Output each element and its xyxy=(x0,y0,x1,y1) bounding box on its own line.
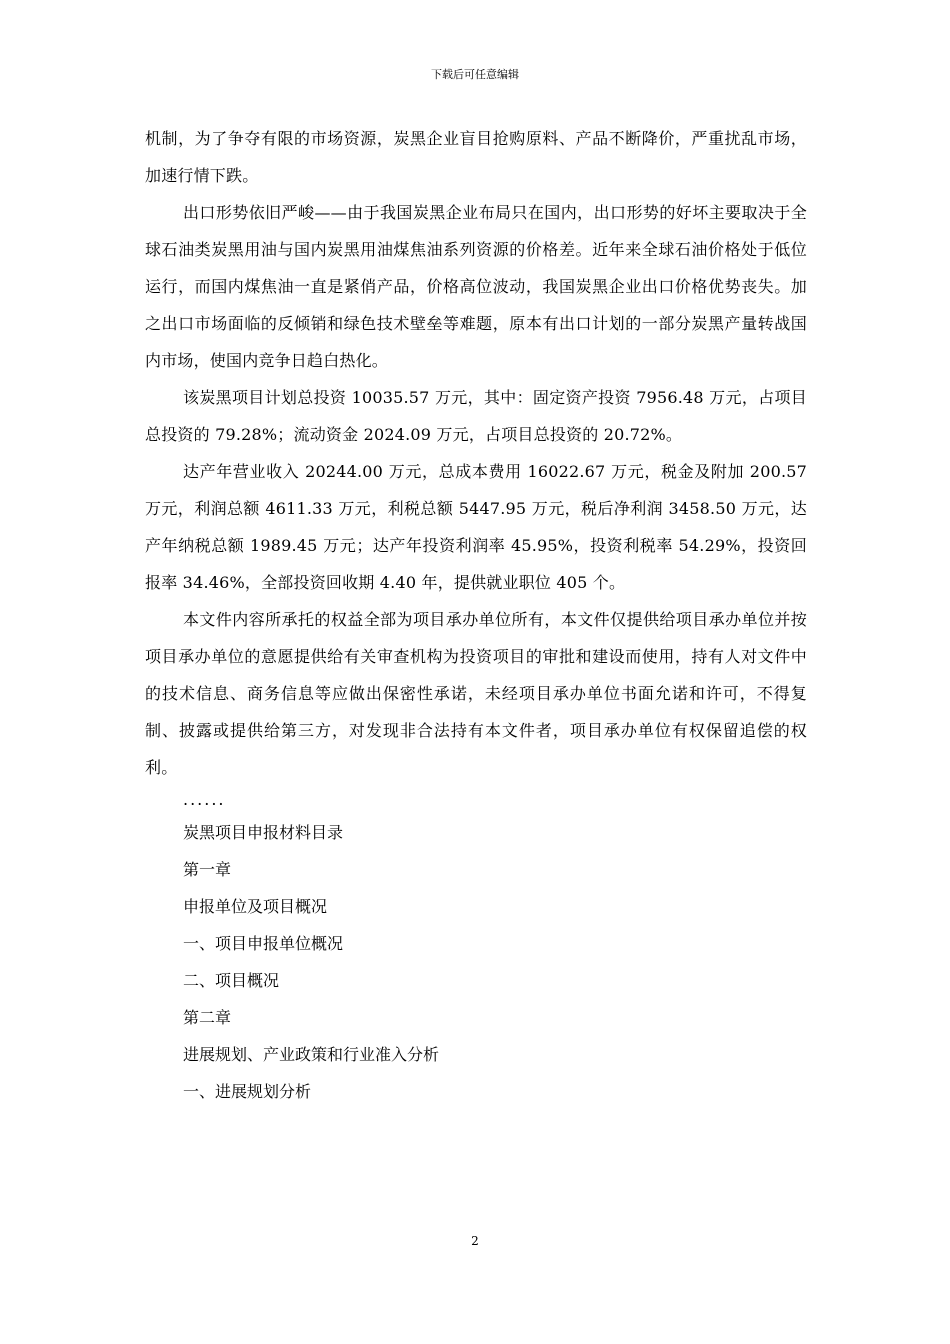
toc-chapter-1: 第一章 xyxy=(183,860,232,879)
paragraph-total-investment: 该炭黑项目计划总投资 10035.57 万元，其中：固定资产投资 7956.48 万元，占项目总投资的 79.28%；流动资金 2024.09 万元，占项目总投资的 20.72%。 xyxy=(145,388,807,444)
paragraph-revenue-figures: 达产年营业收入 20244.00 万元，总成本费用 16022.67 万元，税金及附加 200.57 万元，利润总额 4611.33 万元，利税总额 5447.95 万元，税后净利润 3458.50 万元，达产年纳税总额 1989.45 万元；达产年投资利润率 45.95%，投资利税率 54.29%，投资回报率 34.46%，全部投资回收期 4.40 年，提供就业职位 405 个。 xyxy=(145,462,807,592)
page-header: 下载后可任意编辑 xyxy=(431,68,519,81)
paragraph-confidentiality: 本文件内容所承托的权益全部为项目承办单位所有，本文件仅提供给项目承办单位并按项目承办单位的意愿提供给有关审查机构为投资项目的审批和建设而使用，持有人对文件中的技术信息、商务信息等应做出保密性承诺，未经项目承办单位书面允诺和许可，不得复制、披露或提供给第三方，对发现非合法持有本文件者，项目承办单位有权保留追偿的权利。 xyxy=(145,610,807,777)
paragraph-export-situation: 出口形势依旧严峻——由于我国炭黑企业布局只在国内，出口形势的好坏主要取决于全球石油类炭黑用油与国内炭黑用油煤焦油系列资源的价格差。近年来全球石油价格处于低位运行，而国内煤焦油一直是紧俏产品，价格高位波动，我国炭黑企业出口价格优势丧失。加之出口市场面临的反倾销和绿色技术壁垒等难题，原本有出口计划的一部分炭黑产量转战国内市场，使国内竞争日趋白热化。 xyxy=(145,203,807,370)
toc-section-2-1: 一、进展规划分析 xyxy=(183,1082,312,1101)
toc-section-1-1: 一、项目申报单位概况 xyxy=(183,934,344,953)
toc-chapter-2-title: 进展规划、产业政策和行业准入分析 xyxy=(183,1045,440,1064)
page-number: 2 xyxy=(471,1234,479,1248)
paragraph-continuation: 机制，为了争夺有限的市场资源，炭黑企业盲目抢购原料、产品不断降价，严重扰乱市场，加速行情下跌。 xyxy=(145,129,807,185)
toc-section-1-2: 二、项目概况 xyxy=(183,971,280,990)
toc-chapter-1-title: 申报单位及项目概况 xyxy=(183,897,328,916)
toc-chapter-2: 第二章 xyxy=(183,1008,232,1027)
document-body xyxy=(145,120,807,1110)
toc-title: 炭黑项目申报材料目录 xyxy=(183,823,344,842)
ellipsis: ...... xyxy=(183,790,226,809)
